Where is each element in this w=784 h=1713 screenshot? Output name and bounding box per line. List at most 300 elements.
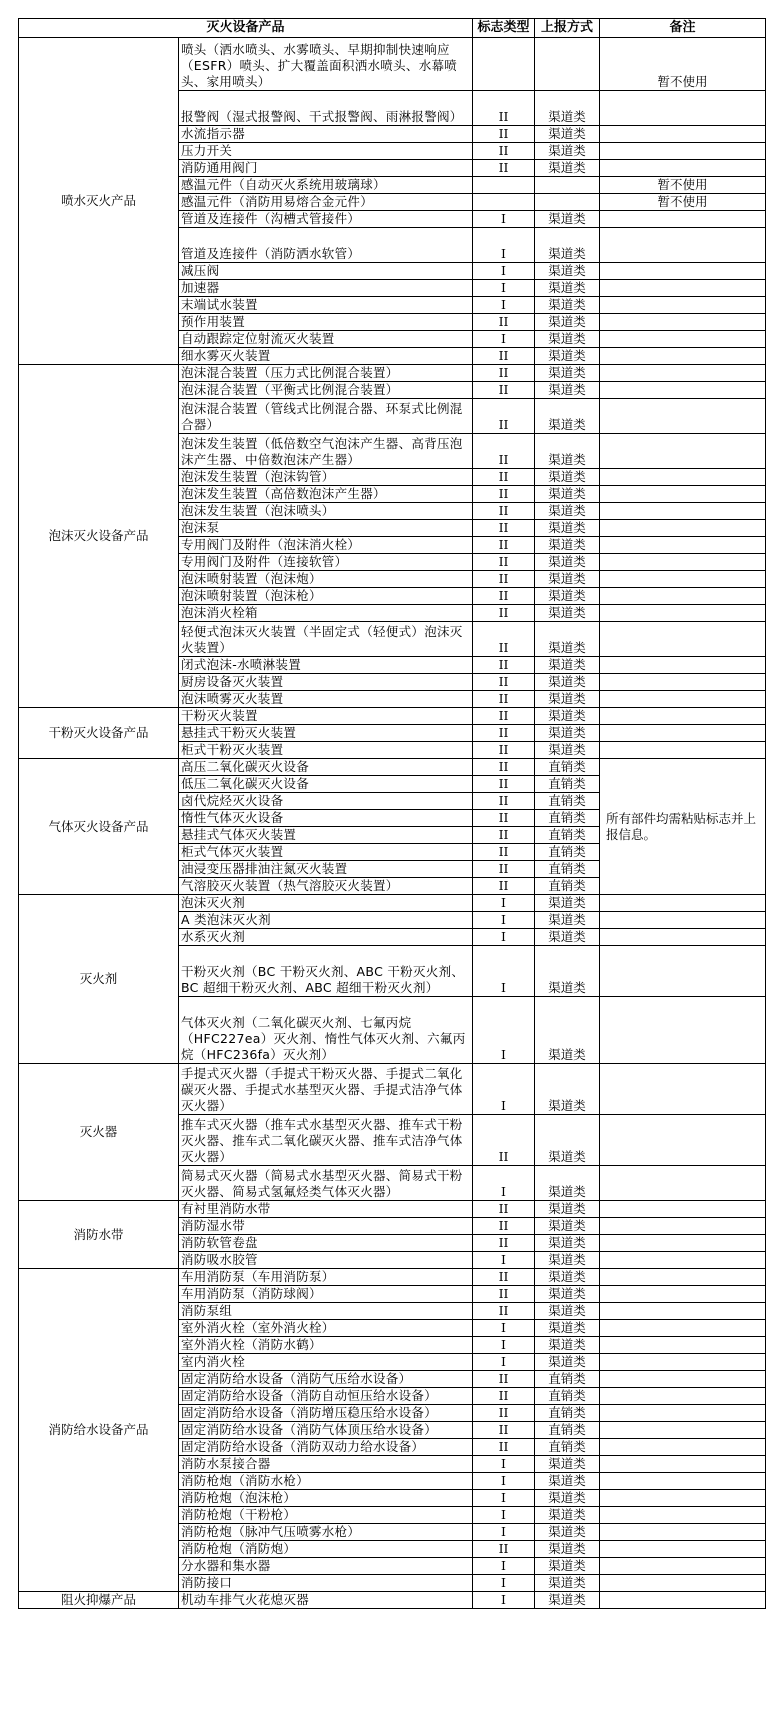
product-cell[interactable]: 车用消防泵（车用消防泵） bbox=[179, 1269, 473, 1286]
product-cell[interactable]: 细水雾灭火装置 bbox=[179, 348, 473, 365]
notes-cell[interactable] bbox=[600, 1218, 766, 1235]
mark-type-cell[interactable]: II bbox=[473, 759, 535, 776]
report-method-cell[interactable]: 渠道类 bbox=[535, 1252, 600, 1269]
notes-cell[interactable] bbox=[600, 1354, 766, 1371]
report-method-cell[interactable]: 渠道类 bbox=[535, 331, 600, 348]
report-method-cell[interactable]: 渠道类 bbox=[535, 1320, 600, 1337]
product-cell[interactable]: 喷头（洒水喷头、水雾喷头、早期抑制快速响应（ESFR）喷头、扩大覆盖面积洒水喷头、水幕喷头、家用喷头） bbox=[179, 38, 473, 91]
report-method-cell[interactable]: 直销类 bbox=[535, 861, 600, 878]
product-cell[interactable]: 泡沫灭火剂 bbox=[179, 895, 473, 912]
product-cell[interactable]: 消防枪炮（泡沫枪） bbox=[179, 1490, 473, 1507]
product-cell[interactable]: 泡沫发生装置（泡沫喷头） bbox=[179, 503, 473, 520]
product-cell[interactable]: 泡沫喷射装置（泡沫枪） bbox=[179, 588, 473, 605]
product-cell[interactable]: 闭式泡沫-水喷淋装置 bbox=[179, 657, 473, 674]
product-cell[interactable]: 自动跟踪定位射流灭火装置 bbox=[179, 331, 473, 348]
mark-type-cell[interactable]: I bbox=[473, 997, 535, 1064]
report-method-cell[interactable]: 渠道类 bbox=[535, 399, 600, 434]
mark-type-cell[interactable]: I bbox=[473, 1473, 535, 1490]
notes-cell[interactable] bbox=[600, 211, 766, 228]
product-cell[interactable]: 高压二氧化碳灭火设备 bbox=[179, 759, 473, 776]
product-cell[interactable]: A 类泡沫灭火剂 bbox=[179, 912, 473, 929]
report-method-cell[interactable]: 渠道类 bbox=[535, 520, 600, 537]
report-method-cell[interactable]: 渠道类 bbox=[535, 1269, 600, 1286]
product-cell[interactable]: 车用消防泵（消防球阀） bbox=[179, 1286, 473, 1303]
report-method-cell[interactable]: 渠道类 bbox=[535, 1064, 600, 1115]
notes-cell[interactable] bbox=[600, 469, 766, 486]
report-method-cell[interactable]: 渠道类 bbox=[535, 228, 600, 263]
report-method-cell[interactable]: 渠道类 bbox=[535, 929, 600, 946]
notes-cell[interactable] bbox=[600, 571, 766, 588]
mark-type-cell[interactable]: II bbox=[473, 691, 535, 708]
mark-type-cell[interactable]: II bbox=[473, 708, 535, 725]
notes-cell[interactable] bbox=[600, 1201, 766, 1218]
mark-type-cell[interactable]: II bbox=[473, 1269, 535, 1286]
product-cell[interactable]: 消防水泵接合器 bbox=[179, 1456, 473, 1473]
mark-type-cell[interactable]: I bbox=[473, 929, 535, 946]
category-cell[interactable]: 干粉灭火设备产品 bbox=[19, 708, 179, 759]
report-method-cell[interactable]: 渠道类 bbox=[535, 126, 600, 143]
mark-type-cell[interactable]: II bbox=[473, 657, 535, 674]
notes-cell[interactable] bbox=[600, 434, 766, 469]
product-cell[interactable]: 末端试水装置 bbox=[179, 297, 473, 314]
notes-cell[interactable] bbox=[600, 725, 766, 742]
product-cell[interactable]: 柜式气体灭火装置 bbox=[179, 844, 473, 861]
report-method-cell[interactable]: 渠道类 bbox=[535, 725, 600, 742]
mark-type-cell[interactable]: II bbox=[473, 434, 535, 469]
notes-cell[interactable] bbox=[600, 1320, 766, 1337]
notes-cell[interactable] bbox=[600, 657, 766, 674]
mark-type-cell[interactable]: I bbox=[473, 895, 535, 912]
product-cell[interactable]: 泡沫发生装置（低倍数空气泡沫产生器、高背压泡沫产生器、中倍数泡沫产生器） bbox=[179, 434, 473, 469]
notes-cell[interactable] bbox=[600, 622, 766, 657]
notes-cell[interactable]: 所有部件均需粘贴标志并上报信息。 bbox=[600, 759, 766, 895]
product-cell[interactable]: 固定消防给水设备（消防气压给水设备） bbox=[179, 1371, 473, 1388]
mark-type-cell[interactable]: II bbox=[473, 571, 535, 588]
report-method-cell[interactable]: 渠道类 bbox=[535, 1354, 600, 1371]
mark-type-cell[interactable]: I bbox=[473, 1166, 535, 1201]
notes-cell[interactable] bbox=[600, 1166, 766, 1201]
mark-type-cell[interactable]: I bbox=[473, 912, 535, 929]
mark-type-cell[interactable]: I bbox=[473, 1507, 535, 1524]
report-method-cell[interactable]: 渠道类 bbox=[535, 742, 600, 759]
report-method-cell[interactable]: 直销类 bbox=[535, 1371, 600, 1388]
category-cell[interactable]: 灭火器 bbox=[19, 1064, 179, 1201]
report-method-cell[interactable]: 渠道类 bbox=[535, 297, 600, 314]
mark-type-cell[interactable]: I bbox=[473, 1490, 535, 1507]
report-method-cell[interactable]: 渠道类 bbox=[535, 657, 600, 674]
mark-type-cell[interactable]: I bbox=[473, 946, 535, 997]
mark-type-cell[interactable]: II bbox=[473, 776, 535, 793]
product-cell[interactable]: 水系灭火剂 bbox=[179, 929, 473, 946]
mark-type-cell[interactable]: I bbox=[473, 263, 535, 280]
report-method-cell[interactable]: 渠道类 bbox=[535, 486, 600, 503]
notes-cell[interactable] bbox=[600, 708, 766, 725]
product-cell[interactable]: 室外消火栓（室外消火栓） bbox=[179, 1320, 473, 1337]
product-cell[interactable]: 油浸变压器排油注氮灭火装置 bbox=[179, 861, 473, 878]
product-cell[interactable]: 干粉灭火剂（BC 干粉灭火剂、ABC 干粉灭火剂、BC 超细干粉灭火剂、ABC 超细干粉灭火剂） bbox=[179, 946, 473, 997]
product-cell[interactable]: 泡沫混合装置（压力式比例混合装置） bbox=[179, 365, 473, 382]
report-method-cell[interactable]: 渠道类 bbox=[535, 91, 600, 126]
category-cell[interactable]: 消防水带 bbox=[19, 1201, 179, 1269]
notes-cell[interactable] bbox=[600, 365, 766, 382]
notes-cell[interactable] bbox=[600, 91, 766, 126]
mark-type-cell[interactable]: I bbox=[473, 228, 535, 263]
product-cell[interactable]: 悬挂式干粉灭火装置 bbox=[179, 725, 473, 742]
mark-type-cell[interactable]: II bbox=[473, 143, 535, 160]
report-method-cell[interactable]: 渠道类 bbox=[535, 469, 600, 486]
mark-type-cell[interactable]: II bbox=[473, 520, 535, 537]
notes-cell[interactable] bbox=[600, 126, 766, 143]
notes-cell[interactable] bbox=[600, 1371, 766, 1388]
notes-cell[interactable] bbox=[600, 554, 766, 571]
report-method-cell[interactable]: 渠道类 bbox=[535, 895, 600, 912]
product-cell[interactable]: 消防吸水胶管 bbox=[179, 1252, 473, 1269]
mark-type-cell[interactable]: II bbox=[473, 674, 535, 691]
mark-type-cell[interactable]: I bbox=[473, 280, 535, 297]
product-cell[interactable]: 预作用装置 bbox=[179, 314, 473, 331]
report-method-cell[interactable]: 渠道类 bbox=[535, 912, 600, 929]
notes-cell[interactable]: 暂不使用 bbox=[600, 194, 766, 211]
header-mark-type[interactable]: 标志类型 bbox=[473, 19, 535, 38]
report-method-cell[interactable]: 直销类 bbox=[535, 759, 600, 776]
product-cell[interactable]: 泡沫混合装置（管线式比例混合器、环泵式比例混合器） bbox=[179, 399, 473, 434]
report-method-cell[interactable]: 渠道类 bbox=[535, 605, 600, 622]
product-cell[interactable]: 固定消防给水设备（消防增压稳压给水设备） bbox=[179, 1405, 473, 1422]
mark-type-cell[interactable]: I bbox=[473, 1456, 535, 1473]
report-method-cell[interactable]: 渠道类 bbox=[535, 1115, 600, 1166]
report-method-cell[interactable]: 渠道类 bbox=[535, 691, 600, 708]
notes-cell[interactable]: 暂不使用 bbox=[600, 38, 766, 91]
header-report-method[interactable]: 上报方式 bbox=[535, 19, 600, 38]
mark-type-cell[interactable]: II bbox=[473, 742, 535, 759]
mark-type-cell[interactable]: II bbox=[473, 1218, 535, 1235]
mark-type-cell[interactable]: II bbox=[473, 1439, 535, 1456]
notes-cell[interactable] bbox=[600, 297, 766, 314]
mark-type-cell[interactable]: I bbox=[473, 1524, 535, 1541]
mark-type-cell[interactable]: I bbox=[473, 1354, 535, 1371]
notes-cell[interactable] bbox=[600, 1064, 766, 1115]
product-cell[interactable]: 悬挂式气体灭火装置 bbox=[179, 827, 473, 844]
report-method-cell[interactable]: 渠道类 bbox=[535, 622, 600, 657]
notes-cell[interactable] bbox=[600, 143, 766, 160]
report-method-cell[interactable]: 渠道类 bbox=[535, 365, 600, 382]
product-cell[interactable]: 泡沫发生装置（高倍数泡沫产生器） bbox=[179, 486, 473, 503]
product-cell[interactable]: 手提式灭火器（手提式干粉灭火器、手提式二氧化碳灭火器、手提式水基型灭火器、手提式洁净气体灭火器） bbox=[179, 1064, 473, 1115]
notes-cell[interactable]: 暂不使用 bbox=[600, 177, 766, 194]
product-cell[interactable]: 消防泵组 bbox=[179, 1303, 473, 1320]
notes-cell[interactable] bbox=[600, 1592, 766, 1609]
mark-type-cell[interactable]: II bbox=[473, 793, 535, 810]
notes-cell[interactable] bbox=[600, 160, 766, 177]
report-method-cell[interactable]: 渠道类 bbox=[535, 1592, 600, 1609]
mark-type-cell[interactable]: II bbox=[473, 1371, 535, 1388]
mark-type-cell[interactable]: II bbox=[473, 486, 535, 503]
report-method-cell[interactable]: 渠道类 bbox=[535, 588, 600, 605]
mark-type-cell[interactable]: II bbox=[473, 878, 535, 895]
product-cell[interactable]: 消防枪炮（消防炮） bbox=[179, 1541, 473, 1558]
report-method-cell[interactable]: 直销类 bbox=[535, 1439, 600, 1456]
report-method-cell[interactable]: 渠道类 bbox=[535, 160, 600, 177]
mark-type-cell[interactable] bbox=[473, 38, 535, 91]
mark-type-cell[interactable]: II bbox=[473, 622, 535, 657]
mark-type-cell[interactable]: II bbox=[473, 1405, 535, 1422]
notes-cell[interactable] bbox=[600, 537, 766, 554]
mark-type-cell[interactable]: I bbox=[473, 1558, 535, 1575]
notes-cell[interactable] bbox=[600, 742, 766, 759]
report-method-cell[interactable]: 渠道类 bbox=[535, 348, 600, 365]
product-cell[interactable]: 机动车排气火花熄灭器 bbox=[179, 1592, 473, 1609]
mark-type-cell[interactable]: II bbox=[473, 537, 535, 554]
product-cell[interactable]: 泡沫消火栓箱 bbox=[179, 605, 473, 622]
report-method-cell[interactable]: 渠道类 bbox=[535, 997, 600, 1064]
mark-type-cell[interactable]: II bbox=[473, 1235, 535, 1252]
mark-type-cell[interactable]: I bbox=[473, 1064, 535, 1115]
report-method-cell[interactable]: 渠道类 bbox=[535, 1490, 600, 1507]
mark-type-cell[interactable]: II bbox=[473, 1388, 535, 1405]
notes-cell[interactable] bbox=[600, 1405, 766, 1422]
product-cell[interactable]: 推车式灭火器（推车式水基型灭火器、推车式干粉灭火器、推车式二氧化碳灭火器、推车式洁净气体灭火器） bbox=[179, 1115, 473, 1166]
mark-type-cell[interactable]: I bbox=[473, 1592, 535, 1609]
mark-type-cell[interactable]: I bbox=[473, 297, 535, 314]
notes-cell[interactable] bbox=[600, 1337, 766, 1354]
product-cell[interactable]: 减压阀 bbox=[179, 263, 473, 280]
report-method-cell[interactable]: 渠道类 bbox=[535, 1303, 600, 1320]
header-product[interactable]: 灭火设备产品 bbox=[19, 19, 473, 38]
notes-cell[interactable] bbox=[600, 674, 766, 691]
mark-type-cell[interactable]: II bbox=[473, 861, 535, 878]
report-method-cell[interactable]: 渠道类 bbox=[535, 1558, 600, 1575]
mark-type-cell[interactable]: II bbox=[473, 844, 535, 861]
product-cell[interactable]: 泡沫混合装置（平衡式比例混合装置） bbox=[179, 382, 473, 399]
report-method-cell[interactable] bbox=[535, 177, 600, 194]
product-cell[interactable]: 室内消火栓 bbox=[179, 1354, 473, 1371]
mark-type-cell[interactable] bbox=[473, 177, 535, 194]
notes-cell[interactable] bbox=[600, 486, 766, 503]
report-method-cell[interactable]: 渠道类 bbox=[535, 674, 600, 691]
notes-cell[interactable] bbox=[600, 912, 766, 929]
report-method-cell[interactable]: 直销类 bbox=[535, 827, 600, 844]
report-method-cell[interactable]: 渠道类 bbox=[535, 1473, 600, 1490]
product-cell[interactable]: 消防通用阀门 bbox=[179, 160, 473, 177]
product-cell[interactable]: 气溶胶灭火装置（热气溶胶灭火装置） bbox=[179, 878, 473, 895]
report-method-cell[interactable]: 渠道类 bbox=[535, 1235, 600, 1252]
report-method-cell[interactable]: 直销类 bbox=[535, 1422, 600, 1439]
product-cell[interactable]: 消防枪炮（干粉枪） bbox=[179, 1507, 473, 1524]
mark-type-cell[interactable]: I bbox=[473, 331, 535, 348]
mark-type-cell[interactable]: II bbox=[473, 365, 535, 382]
product-cell[interactable]: 厨房设备灭火装置 bbox=[179, 674, 473, 691]
product-cell[interactable]: 室外消火栓（消防水鹤） bbox=[179, 1337, 473, 1354]
product-cell[interactable]: 管道及连接件（消防洒水软管） bbox=[179, 228, 473, 263]
product-cell[interactable]: 轻便式泡沫灭火装置（半固定式（轻便式）泡沫灭火装置） bbox=[179, 622, 473, 657]
notes-cell[interactable] bbox=[600, 1524, 766, 1541]
mark-type-cell[interactable]: II bbox=[473, 554, 535, 571]
mark-type-cell[interactable]: II bbox=[473, 1541, 535, 1558]
report-method-cell[interactable]: 渠道类 bbox=[535, 280, 600, 297]
report-method-cell[interactable]: 渠道类 bbox=[535, 1337, 600, 1354]
product-cell[interactable]: 消防枪炮（脉冲气压喷雾水枪） bbox=[179, 1524, 473, 1541]
notes-cell[interactable] bbox=[600, 1388, 766, 1405]
product-cell[interactable]: 消防接口 bbox=[179, 1575, 473, 1592]
report-method-cell[interactable]: 直销类 bbox=[535, 793, 600, 810]
report-method-cell[interactable]: 渠道类 bbox=[535, 434, 600, 469]
notes-cell[interactable] bbox=[600, 1473, 766, 1490]
notes-cell[interactable] bbox=[600, 1303, 766, 1320]
notes-cell[interactable] bbox=[600, 314, 766, 331]
notes-cell[interactable] bbox=[600, 1422, 766, 1439]
product-cell[interactable]: 消防软管卷盘 bbox=[179, 1235, 473, 1252]
product-cell[interactable]: 泡沫泵 bbox=[179, 520, 473, 537]
report-method-cell[interactable]: 直销类 bbox=[535, 878, 600, 895]
notes-cell[interactable] bbox=[600, 1490, 766, 1507]
notes-cell[interactable] bbox=[600, 1507, 766, 1524]
mark-type-cell[interactable]: II bbox=[473, 1201, 535, 1218]
mark-type-cell[interactable]: II bbox=[473, 314, 535, 331]
mark-type-cell[interactable]: I bbox=[473, 211, 535, 228]
notes-cell[interactable] bbox=[600, 1558, 766, 1575]
notes-cell[interactable] bbox=[600, 1456, 766, 1473]
notes-cell[interactable] bbox=[600, 1541, 766, 1558]
report-method-cell[interactable]: 渠道类 bbox=[535, 1166, 600, 1201]
report-method-cell[interactable] bbox=[535, 38, 600, 91]
report-method-cell[interactable]: 渠道类 bbox=[535, 1286, 600, 1303]
mark-type-cell[interactable]: II bbox=[473, 1303, 535, 1320]
report-method-cell[interactable]: 渠道类 bbox=[535, 571, 600, 588]
report-method-cell[interactable]: 渠道类 bbox=[535, 263, 600, 280]
category-cell[interactable]: 阻火抑爆产品 bbox=[19, 1592, 179, 1609]
notes-cell[interactable] bbox=[600, 895, 766, 912]
product-cell[interactable]: 泡沫喷雾灭火装置 bbox=[179, 691, 473, 708]
product-cell[interactable]: 固定消防给水设备（消防气体顶压给水设备） bbox=[179, 1422, 473, 1439]
notes-cell[interactable] bbox=[600, 503, 766, 520]
product-cell[interactable]: 管道及连接件（沟槽式管接件） bbox=[179, 211, 473, 228]
product-cell[interactable]: 固定消防给水设备（消防自动恒压给水设备） bbox=[179, 1388, 473, 1405]
report-method-cell[interactable]: 渠道类 bbox=[535, 1456, 600, 1473]
mark-type-cell[interactable]: II bbox=[473, 91, 535, 126]
mark-type-cell[interactable]: II bbox=[473, 382, 535, 399]
mark-type-cell[interactable]: II bbox=[473, 810, 535, 827]
mark-type-cell[interactable]: II bbox=[473, 1286, 535, 1303]
product-cell[interactable]: 报警阀（湿式报警阀、干式报警阀、雨淋报警阀） bbox=[179, 91, 473, 126]
notes-cell[interactable] bbox=[600, 997, 766, 1064]
category-cell[interactable]: 消防给水设备产品 bbox=[19, 1269, 179, 1592]
mark-type-cell[interactable]: II bbox=[473, 1115, 535, 1166]
product-cell[interactable]: 消防湿水带 bbox=[179, 1218, 473, 1235]
report-method-cell[interactable]: 直销类 bbox=[535, 810, 600, 827]
mark-type-cell[interactable]: II bbox=[473, 588, 535, 605]
category-cell[interactable]: 泡沫灭火设备产品 bbox=[19, 365, 179, 708]
report-method-cell[interactable]: 渠道类 bbox=[535, 503, 600, 520]
notes-cell[interactable] bbox=[600, 1575, 766, 1592]
product-cell[interactable]: 低压二氧化碳灭火设备 bbox=[179, 776, 473, 793]
report-method-cell[interactable]: 直销类 bbox=[535, 1388, 600, 1405]
report-method-cell[interactable]: 渠道类 bbox=[535, 1541, 600, 1558]
notes-cell[interactable] bbox=[600, 929, 766, 946]
report-method-cell[interactable]: 直销类 bbox=[535, 844, 600, 861]
mark-type-cell[interactable]: II bbox=[473, 725, 535, 742]
report-method-cell[interactable]: 直销类 bbox=[535, 776, 600, 793]
report-method-cell[interactable]: 渠道类 bbox=[535, 1507, 600, 1524]
mark-type-cell[interactable]: II bbox=[473, 827, 535, 844]
mark-type-cell[interactable]: II bbox=[473, 1422, 535, 1439]
product-cell[interactable]: 专用阀门及附件（连接软管） bbox=[179, 554, 473, 571]
mark-type-cell[interactable] bbox=[473, 194, 535, 211]
product-cell[interactable]: 感温元件（自动灭火系统用玻璃球） bbox=[179, 177, 473, 194]
category-cell[interactable]: 气体灭火设备产品 bbox=[19, 759, 179, 895]
product-cell[interactable]: 固定消防给水设备（消防双动力给水设备） bbox=[179, 1439, 473, 1456]
report-method-cell[interactable]: 渠道类 bbox=[535, 314, 600, 331]
notes-cell[interactable] bbox=[600, 1115, 766, 1166]
notes-cell[interactable] bbox=[600, 691, 766, 708]
mark-type-cell[interactable]: II bbox=[473, 605, 535, 622]
notes-cell[interactable] bbox=[600, 331, 766, 348]
product-cell[interactable]: 水流指示器 bbox=[179, 126, 473, 143]
notes-cell[interactable] bbox=[600, 280, 766, 297]
notes-cell[interactable] bbox=[600, 399, 766, 434]
product-cell[interactable]: 干粉灭火装置 bbox=[179, 708, 473, 725]
product-cell[interactable]: 柜式干粉灭火装置 bbox=[179, 742, 473, 759]
notes-cell[interactable] bbox=[600, 263, 766, 280]
product-cell[interactable]: 专用阀门及附件（泡沫消火栓） bbox=[179, 537, 473, 554]
notes-cell[interactable] bbox=[600, 1269, 766, 1286]
report-method-cell[interactable]: 直销类 bbox=[535, 1405, 600, 1422]
mark-type-cell[interactable]: I bbox=[473, 1320, 535, 1337]
product-cell[interactable]: 惰性气体灭火设备 bbox=[179, 810, 473, 827]
report-method-cell[interactable]: 渠道类 bbox=[535, 554, 600, 571]
product-cell[interactable]: 泡沫喷射装置（泡沫炮） bbox=[179, 571, 473, 588]
product-cell[interactable]: 泡沫发生装置（泡沫钩管） bbox=[179, 469, 473, 486]
notes-cell[interactable] bbox=[600, 1252, 766, 1269]
notes-cell[interactable] bbox=[600, 946, 766, 997]
notes-cell[interactable] bbox=[600, 228, 766, 263]
product-cell[interactable]: 有衬里消防水带 bbox=[179, 1201, 473, 1218]
header-notes[interactable]: 备注 bbox=[600, 19, 766, 38]
product-cell[interactable]: 气体灭火剂（二氧化碳灭火剂、七氟丙烷（HFC227ea）灭火剂、惰性气体灭火剂、六氟丙烷（HFC236fa）灭火剂） bbox=[179, 997, 473, 1064]
notes-cell[interactable] bbox=[600, 348, 766, 365]
notes-cell[interactable] bbox=[600, 588, 766, 605]
product-cell[interactable]: 卤代烷烃灭火设备 bbox=[179, 793, 473, 810]
notes-cell[interactable] bbox=[600, 1235, 766, 1252]
notes-cell[interactable] bbox=[600, 605, 766, 622]
notes-cell[interactable] bbox=[600, 382, 766, 399]
category-cell[interactable]: 喷水灭火产品 bbox=[19, 38, 179, 365]
notes-cell[interactable] bbox=[600, 1439, 766, 1456]
mark-type-cell[interactable]: II bbox=[473, 160, 535, 177]
report-method-cell[interactable]: 渠道类 bbox=[535, 1524, 600, 1541]
report-method-cell[interactable]: 渠道类 bbox=[535, 382, 600, 399]
report-method-cell[interactable]: 渠道类 bbox=[535, 537, 600, 554]
category-cell[interactable]: 灭火剂 bbox=[19, 895, 179, 1064]
product-cell[interactable]: 分水器和集水器 bbox=[179, 1558, 473, 1575]
mark-type-cell[interactable]: II bbox=[473, 399, 535, 434]
product-cell[interactable]: 感温元件（消防用易熔合金元件） bbox=[179, 194, 473, 211]
mark-type-cell[interactable]: II bbox=[473, 126, 535, 143]
notes-cell[interactable] bbox=[600, 1286, 766, 1303]
report-method-cell[interactable]: 渠道类 bbox=[535, 211, 600, 228]
notes-cell[interactable] bbox=[600, 520, 766, 537]
mark-type-cell[interactable]: I bbox=[473, 1252, 535, 1269]
product-cell[interactable]: 简易式灭火器（简易式水基型灭火器、简易式干粉灭火器、简易式氢氟烃类气体灭火器） bbox=[179, 1166, 473, 1201]
product-cell[interactable]: 压力开关 bbox=[179, 143, 473, 160]
report-method-cell[interactable]: 渠道类 bbox=[535, 708, 600, 725]
report-method-cell[interactable]: 渠道类 bbox=[535, 143, 600, 160]
report-method-cell[interactable] bbox=[535, 194, 600, 211]
report-method-cell[interactable]: 渠道类 bbox=[535, 946, 600, 997]
mark-type-cell[interactable]: II bbox=[473, 503, 535, 520]
report-method-cell[interactable]: 渠道类 bbox=[535, 1201, 600, 1218]
product-cell[interactable]: 消防枪炮（消防水枪） bbox=[179, 1473, 473, 1490]
product-cell[interactable]: 加速器 bbox=[179, 280, 473, 297]
